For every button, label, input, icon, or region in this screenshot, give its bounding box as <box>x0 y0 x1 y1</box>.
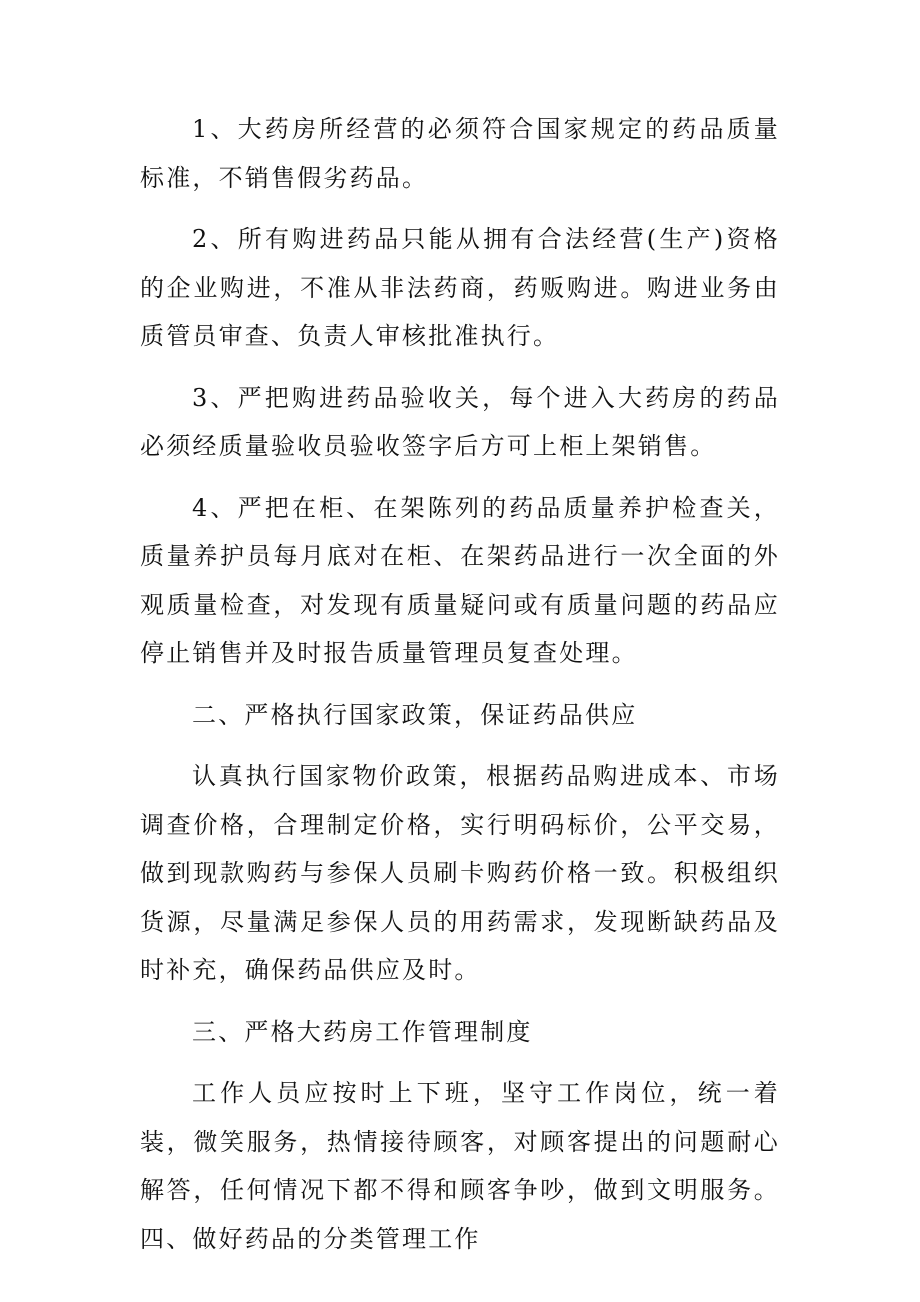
paragraph-3: 3、严把购进药品验收关，每个进入大药房的药品必须经质量验收员验收签字后方可上柜上架销售。 <box>140 383 780 460</box>
paragraph-4: 4、严把在柜、在架陈列的药品质量养护检查关，质量养护员每月底对在柜、在架药品进行一次全面的外观质量检查，对发现有质量疑问或有质量问题的药品应停止销售并及时报告质量管理员复查处理。 <box>140 493 780 667</box>
paragraph-1: 1、大药房所经营的必须符合国家规定的药品质量标准，不销售假劣药品。 <box>140 115 780 192</box>
paragraph-5: 认真执行国家物价政策，根据药品购进成本、市场调查价格，合理制定价格，实行明码标价，公平交易，做到现款购药与参保人员刷卡购药价格一致。积极组织货源，尽量满足参保人员的用药需求，发现断缺药品及时补充，确保药品供应及时。 <box>140 762 780 984</box>
document-body <box>140 105 780 1276</box>
section-heading-2: 二、严格执行国家政策，保证药品供应 <box>192 700 638 729</box>
section-heading-3: 三、严格大药房工作管理制度 <box>192 1017 533 1046</box>
paragraph-6: 工作人员应按时上下班，坚守工作岗位，统一着装，微笑服务，热情接待顾客，对顾客提出的问题耐心解答，任何情况下都不得和顾客争吵，做到文明服务。四、做好药品的分类管理工作 <box>140 1079 780 1253</box>
paragraph-2: 2、所有购进药品只能从拥有合法经营(生产)资格的企业购进，不准从非法药商，药贩购进。购进业务由质管员审查、负责人审核批准执行。 <box>140 225 780 350</box>
